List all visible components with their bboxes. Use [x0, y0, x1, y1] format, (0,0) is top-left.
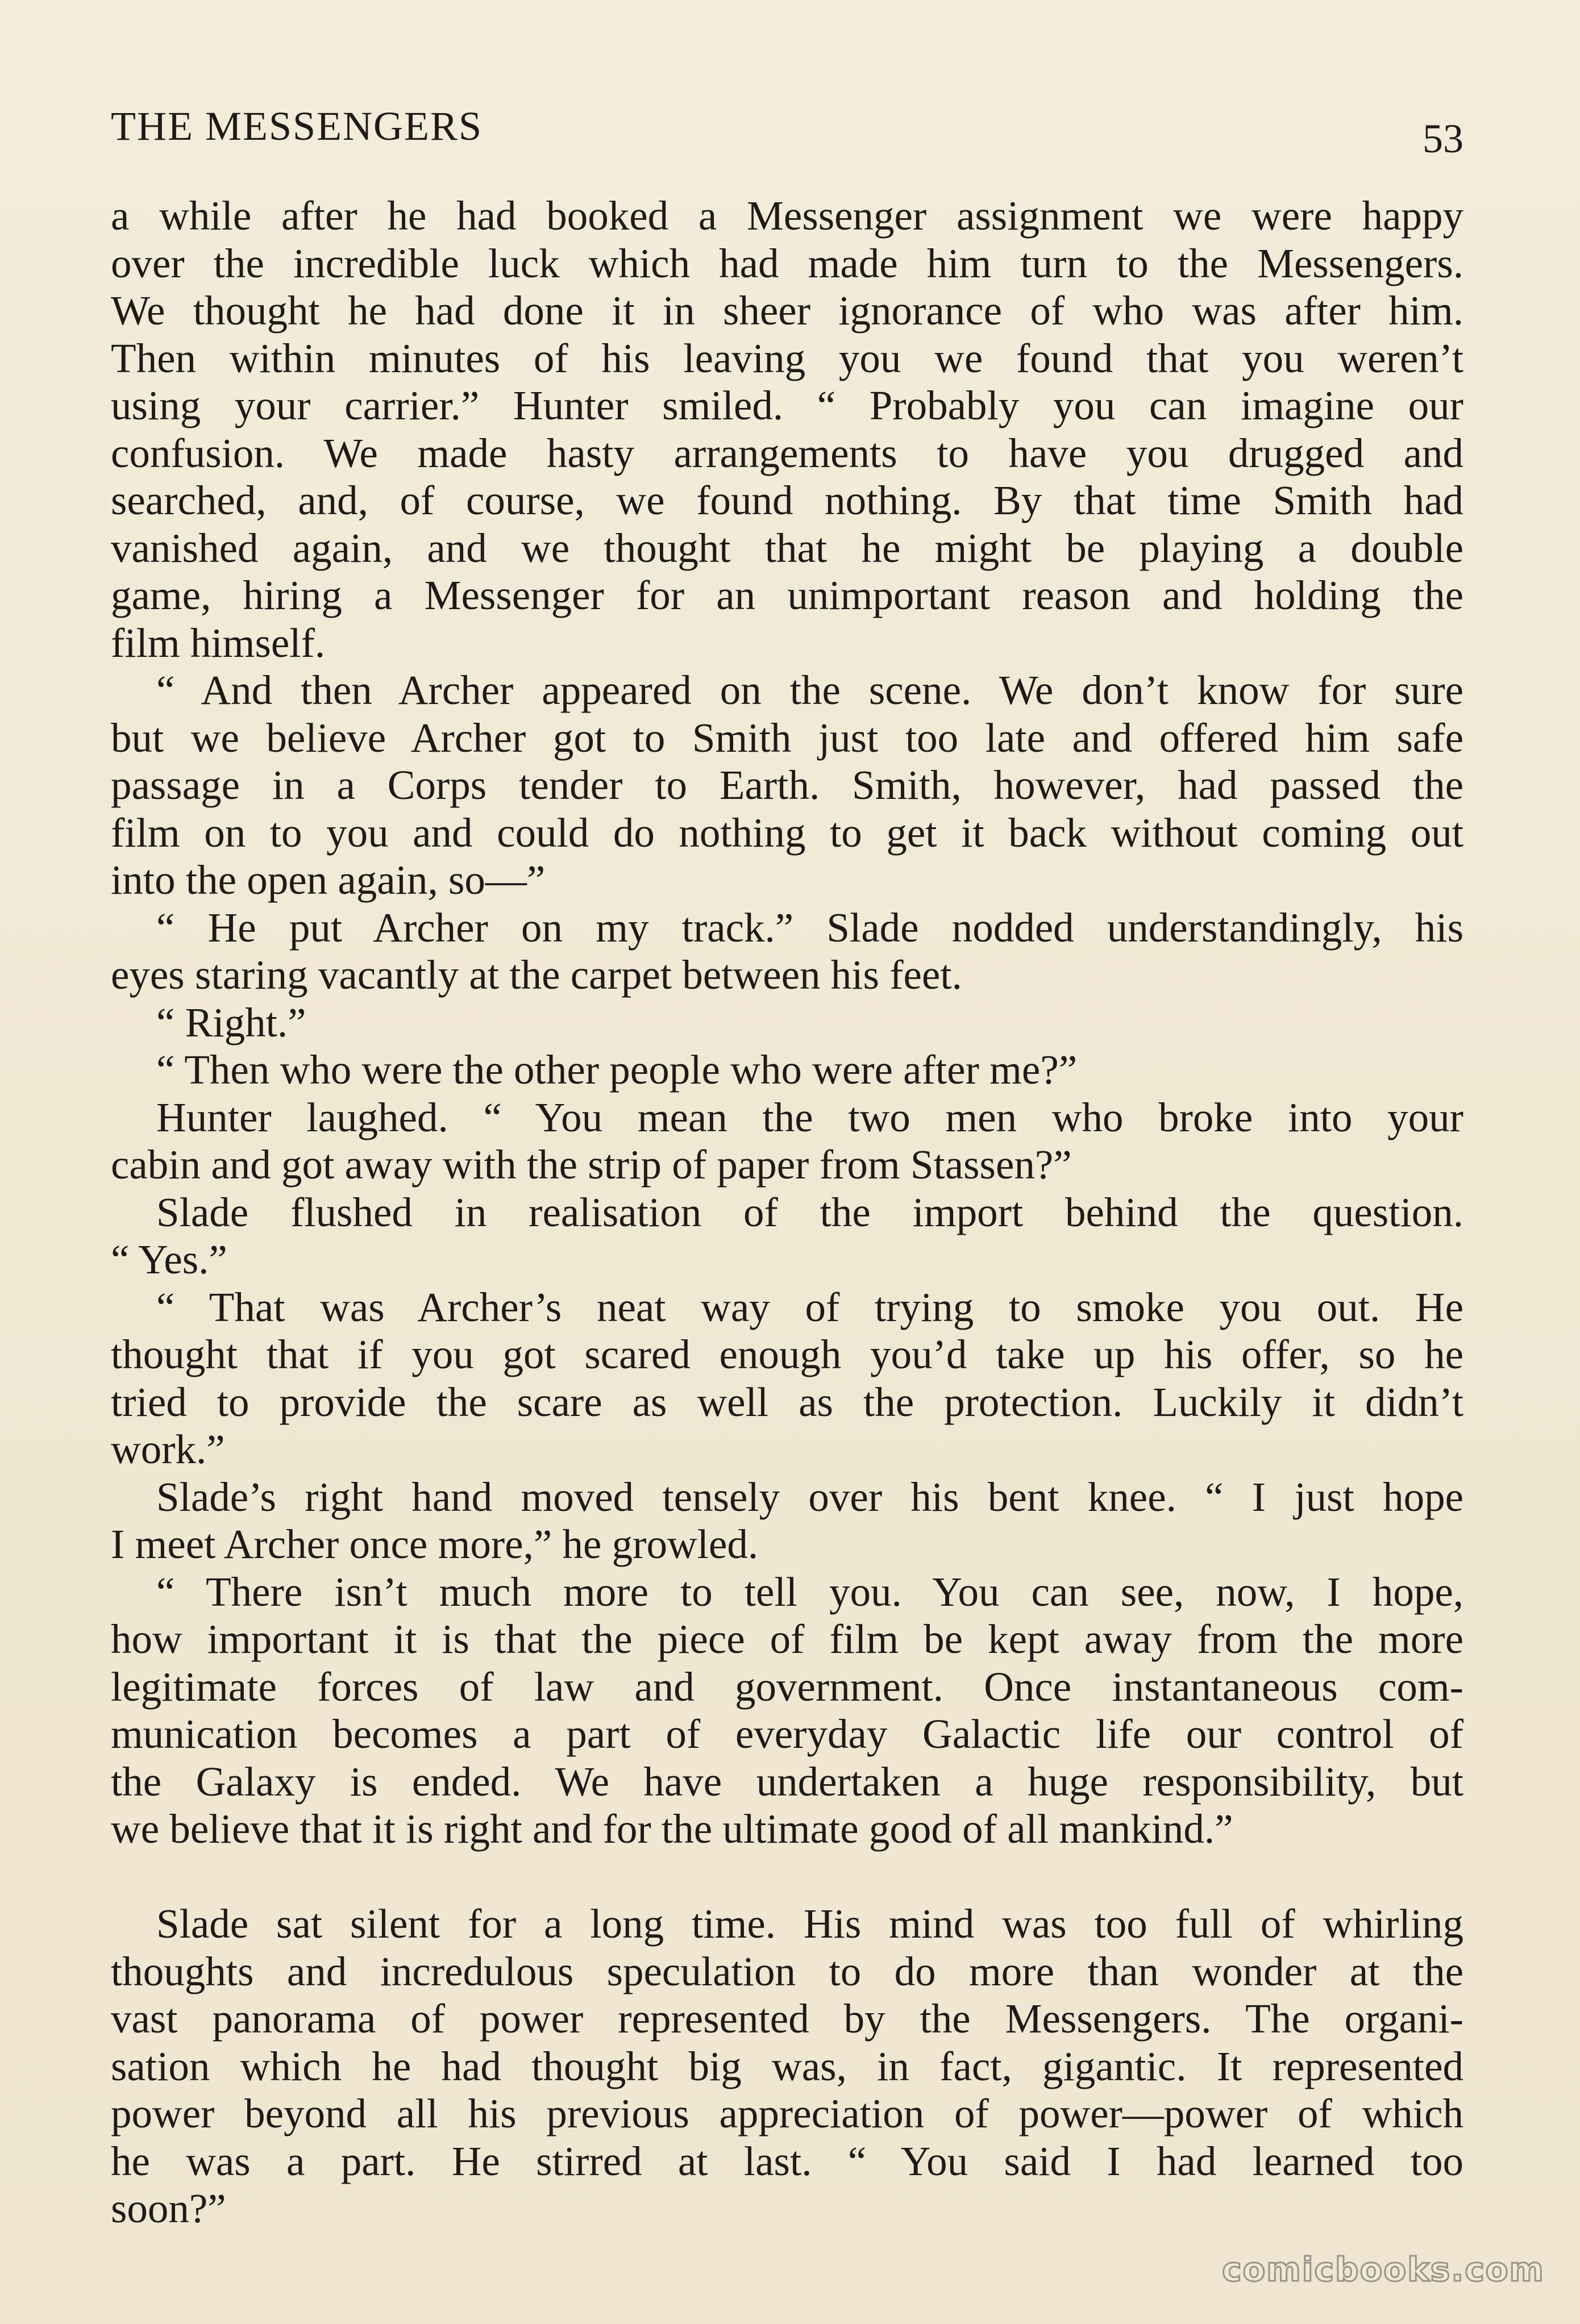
text-line: confusion. We made hasty arrangements to have you drugged and: [111, 430, 1463, 476]
text-line: “ And then Archer appeared on the scene. We don’t know for sure: [156, 667, 1463, 713]
text-line: a while after he had booked a Messenger assignment we were happy: [111, 193, 1463, 239]
text-line: “ Yes.”: [111, 1236, 227, 1282]
text-line: vast panorama of power represented by the Messengers. The organi-: [111, 1996, 1463, 2042]
text-line: I meet Archer once more,” he growled.: [111, 1521, 759, 1567]
text-line: he was a part. He stirred at last. “ You said I had learned too: [111, 2138, 1463, 2184]
text-line: Slade flushed in realisation of the import behind the question.: [156, 1189, 1463, 1235]
text-line: how important it is that the piece of film be kept away from the more: [111, 1616, 1463, 1662]
text-line: Slade’s right hand moved tensely over his bent knee. “ I just hope: [156, 1473, 1463, 1520]
text-line: cabin and got away with the strip of paper from Stassen?”: [111, 1142, 1072, 1188]
text-line: tried to provide the scare as well as the protection. Luckily it didn’t: [111, 1378, 1463, 1425]
text-line: munication becomes a part of everyday Galactic life our control of: [111, 1711, 1463, 1757]
text-line: thoughts and incredulous speculation to do more than wonder at the: [111, 1948, 1463, 1994]
text-line: We thought he had done it in sheer ignorance of who was after him.: [111, 288, 1463, 334]
text-line: “ He put Archer on my track.” Slade nodded understandingly, his: [156, 904, 1463, 951]
watermark: comicbooks.com: [1222, 2250, 1545, 2289]
text-line: over the incredible luck which had made him turn to the Messengers.: [111, 240, 1463, 286]
text-line: soon?”: [111, 2185, 226, 2231]
text-line: searched, and, of course, we found nothing. By that time Smith had: [111, 477, 1463, 523]
body-text: [111, 192, 1463, 2233]
page-header: [111, 98, 1463, 160]
text-line: work.”: [111, 1426, 225, 1472]
text-line: we believe that it is right and for the ultimate good of all mankind.”: [111, 1806, 1233, 1852]
text-line: “ Right.”: [156, 999, 306, 1046]
text-line: sation which he had thought big was, in fact, gigantic. It represented: [111, 2043, 1463, 2089]
text-line: film himself.: [111, 619, 326, 666]
text-line: “ Then who were the other people who were after me?”: [156, 1047, 1078, 1093]
text-line: thought that if you got scared enough you’d take up his offer, so he: [111, 1331, 1463, 1377]
page-number: 53: [1423, 116, 1463, 161]
text-line: Slade sat silent for a long time. His mind was too full of whirling: [156, 1901, 1463, 1947]
text-line: power beyond all his previous appreciation of power—power of which: [111, 2090, 1463, 2136]
text-line: the Galaxy is ended. We have undertaken a huge responsibility, but: [111, 1758, 1463, 1805]
text-line: passage in a Corps tender to Earth. Smith, however, had passed the: [111, 762, 1463, 808]
text-line: but we believe Archer got to Smith just too late and offered him safe: [111, 714, 1463, 761]
text-line: Then within minutes of his leaving you we found that you weren’t: [111, 335, 1463, 381]
section-break: [111, 1853, 1463, 1901]
text-line: vanished again, and we thought that he might be playing a double: [111, 524, 1463, 571]
text-line: “ There isn’t much more to tell you. You can see, now, I hope,: [156, 1568, 1463, 1615]
text-line: into the open again, so—”: [111, 857, 546, 903]
text-line: Hunter laughed. “ You mean the two men who broke into your: [156, 1094, 1463, 1140]
running-head: THE MESSENGERS: [111, 103, 483, 149]
text-line: eyes staring vacantly at the carpet between his feet.: [111, 952, 962, 998]
text-line: using your carrier.” Hunter smiled. “ Probably you can imagine our: [111, 382, 1463, 428]
text-line: “ That was Archer’s neat way of trying to smoke you out. He: [156, 1284, 1463, 1330]
text-line: film on to you and could do nothing to get it back without coming out: [111, 809, 1463, 856]
text-line: game, hiring a Messenger for an unimportant reason and holding the: [111, 572, 1463, 618]
text-line: legitimate forces of law and government. Once instantaneous com-: [111, 1663, 1463, 1710]
